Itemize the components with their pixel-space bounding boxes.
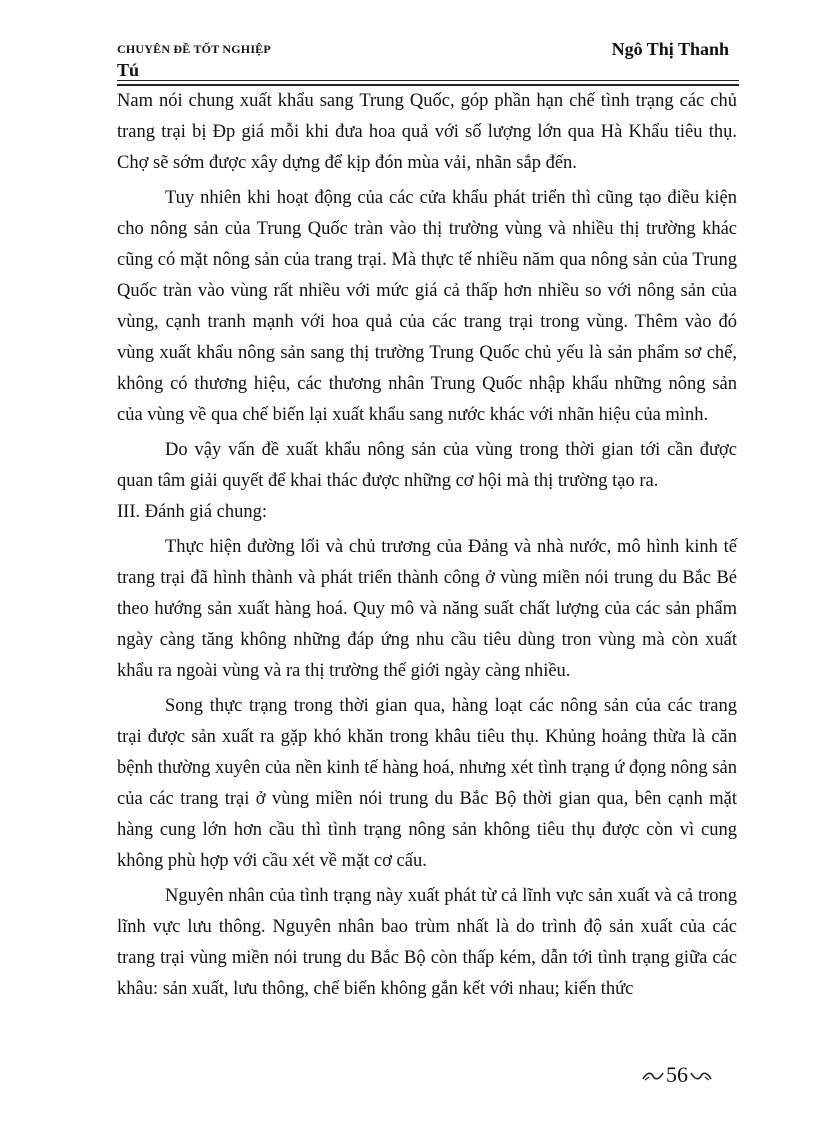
paragraph: Nguyên nhân của tình trạng này xuất phát từ cả lĩnh vực sản xuất và cả trong lĩnh vực lưu thông. Nguyên nhân bao trùm nhất là do trình độ sản xuất của các trang trại vùng miền nói trung du Bắc Bộ còn thấp kém, dẫn tới tình trạng giữa các khâu: sản xuất, lưu thông, chế biến không gắn kết với nhau; kiến thức: [117, 886, 737, 999]
document-body: [117, 86, 737, 1005]
page-footer: [642, 1062, 722, 1088]
page-header: [117, 38, 737, 86]
header-author-name-continued: Tú: [117, 60, 140, 80]
paragraph: Tuy nhiên khi hoạt động của các cửa khẩu phát triển thì cũng tạo điều kiện cho nông sản của Trung Quốc tràn vào thị trường vùng và nhiều thị trường khác cũng có mặt nông sản của trang trại. Mà thực tế nhiều năm qua nông sản của Trung Quốc tràn vào vùng rất nhiều với mức giá cả thấp hơn nhiều so với nông sản của vùng, cạnh tranh mạnh với hoa quả của các trang trại trong vùng. Thêm vào đó vùng xuất khẩu nông sản sang thị trường Trung Quốc chủ yếu là sản phẩm sơ chế, không có thương hiệu, các thương nhân Trung Quốc nhập khẩu những nông sản của vùng về qua chế biến lại xuất khẩu sang nước khác với nhãn hiệu của mình.: [117, 188, 737, 425]
flourish-left-icon: [642, 1070, 664, 1082]
section-heading: III. Đánh giá chung:: [117, 502, 268, 522]
header-document-type: CHUYÊN ĐỀ TỐT NGHIỆP: [117, 42, 271, 56]
flourish-right-icon: [690, 1070, 712, 1082]
paragraph-continuation: Nam nói chung xuất khẩu sang Trung Quốc, góp phần hạn chế tình trạng các chủ trang trại bị Ðp giá mỗi khi đưa hoa quả với số lượng lớn qua Hà Khẩu tiêu thụ. Chợ sẽ sớm được xây dựng để kịp đón mùa vải, nhãn sắp đến.: [117, 91, 737, 173]
header-divider-thin: [117, 80, 739, 81]
page-number: 56: [666, 1062, 688, 1087]
paragraph: Do vậy vấn đề xuất khẩu nông sản của vùng trong thời gian tới cần được quan tâm giải quyết để khai thác được những cơ hội mà thị trường tạo ra.: [117, 440, 737, 491]
header-author-name: Ngô Thị Thanh: [611, 39, 729, 59]
paragraph: Thực hiện đường lối và chủ trương của Đảng và nhà nước, mô hình kinh tế trang trại đã hình thành và phát triển thành công ở vùng miền nói trung du Bắc Bé theo hướng sản xuất hàng hoá. Quy mô và năng suất chất lượng của các sản phẩm ngày càng tăng không những đáp ứng nhu cầu tiêu dùng tron vùng mà còn xuất khẩu ra ngoài vùng và ra thị trường thế giới ngày càng nhiều.: [117, 537, 737, 681]
paragraph: Song thực trạng trong thời gian qua, hàng loạt các nông sản của các trang trại được sản xuất ra gặp khó khăn trong khâu tiêu thụ. Khủng hoảng thừa là căn bệnh thường xuyên của nền kinh tế hàng hoá, nhưng xét tình trạng ứ đọng nông sản của các trang trại ở vùng miền nói trung du Bắc Bộ thời gian qua, bên cạnh mặt hàng cung lớn hơn cầu thì tình trạng nông sản không tiêu thụ được còn vì cung không phù hợp với cầu xét về mặt cơ cấu.: [117, 696, 737, 871]
